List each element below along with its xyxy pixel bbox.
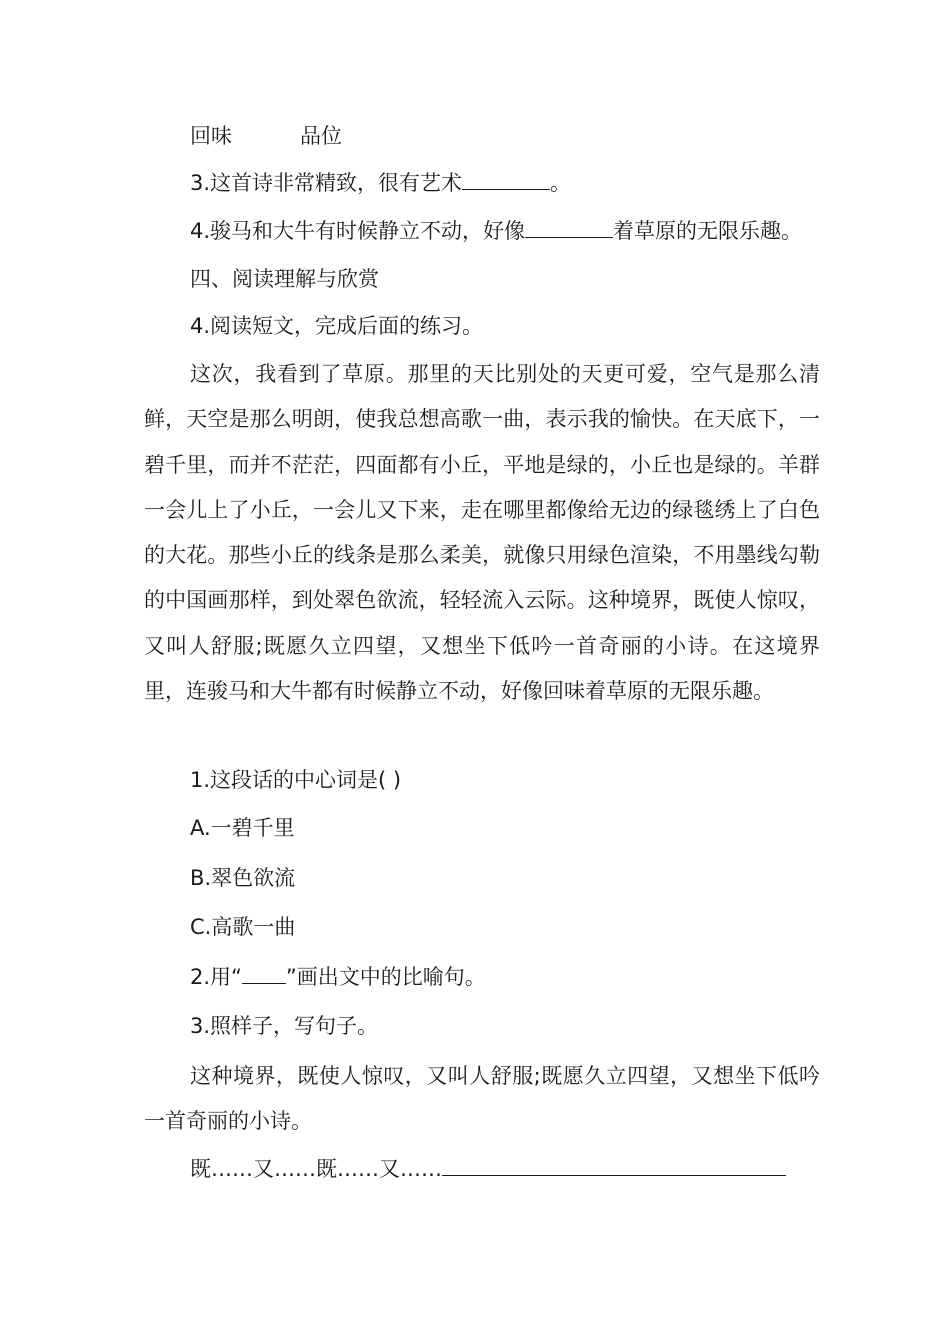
question-text: 4.骏马和大牛有时候静立不动，好像 — [190, 219, 526, 243]
question-text-end: ”画出文中的比喻句。 — [285, 965, 486, 989]
question-3-example: 这种境界，既使人惊叹，又叫人舒服;既愿久立四望，又想坐下低吟一首奇丽的小诗。 — [144, 1064, 820, 1134]
question-text-end: 。 — [550, 171, 572, 195]
question-2 — [190, 961, 486, 992]
answer-blank[interactable] — [442, 1153, 786, 1176]
reading-instruction: 4.阅读短文，完成后面的练习。 — [190, 314, 484, 338]
fill-blank-question-4 — [190, 215, 802, 246]
question-text: 2.用“ — [190, 965, 242, 989]
word-options-row — [190, 121, 342, 151]
reading-passage: 这次，我看到了草原。那里的天比别处的天更可爱，空气是那么清鲜，天空是那么明朗，使我总想高歌一曲，表示我的愉快。在天底下，一碧千里，而并不茫茫，四面都有小丘，平地是绿的，小丘也是绿的。羊群一会儿上了小丘，一会儿又下来，走在哪里都像给无边的绿毯绣上了白色的大花。那些小丘的线条是那么柔美，就像只用绿色渲染，不用墨线勾勒的中国画那样，到处翠色欲流，轻轻流入云际。这种境界，既使人惊叹，又叫人舒服;既愿久立四望，又想坐下低吟一首奇丽的小诗。在这境界里，连骏马和大牛都有时候静立不动，好像回味着草原的无限乐趣。 — [144, 362, 820, 704]
answer-blank[interactable] — [462, 167, 550, 190]
section-heading: 四、阅读理解与欣赏 — [190, 267, 379, 291]
word-option-2: 品位 — [300, 124, 342, 148]
word-option-1: 回味 — [190, 124, 232, 148]
question-1-option-a[interactable]: A.一碧千里 — [190, 816, 295, 840]
sentence-pattern: 既……又……既……又…… — [190, 1157, 442, 1181]
question-1-option-c[interactable]: C.高歌一曲 — [190, 915, 296, 939]
question-1-option-b[interactable]: B.翠色欲流 — [190, 866, 296, 890]
question-3-answer-row — [190, 1153, 786, 1184]
question-3-stem: 3.照样子，写句子。 — [190, 1014, 379, 1038]
underline-sample — [242, 961, 286, 984]
question-text: 3.这首诗非常精致，很有艺术 — [190, 171, 463, 195]
question-1-stem: 1.这段话的中心词是( ) — [190, 768, 402, 792]
fill-blank-question-3 — [190, 167, 571, 198]
question-text-end: 着草原的无限乐趣。 — [613, 219, 803, 243]
answer-blank[interactable] — [525, 215, 613, 238]
